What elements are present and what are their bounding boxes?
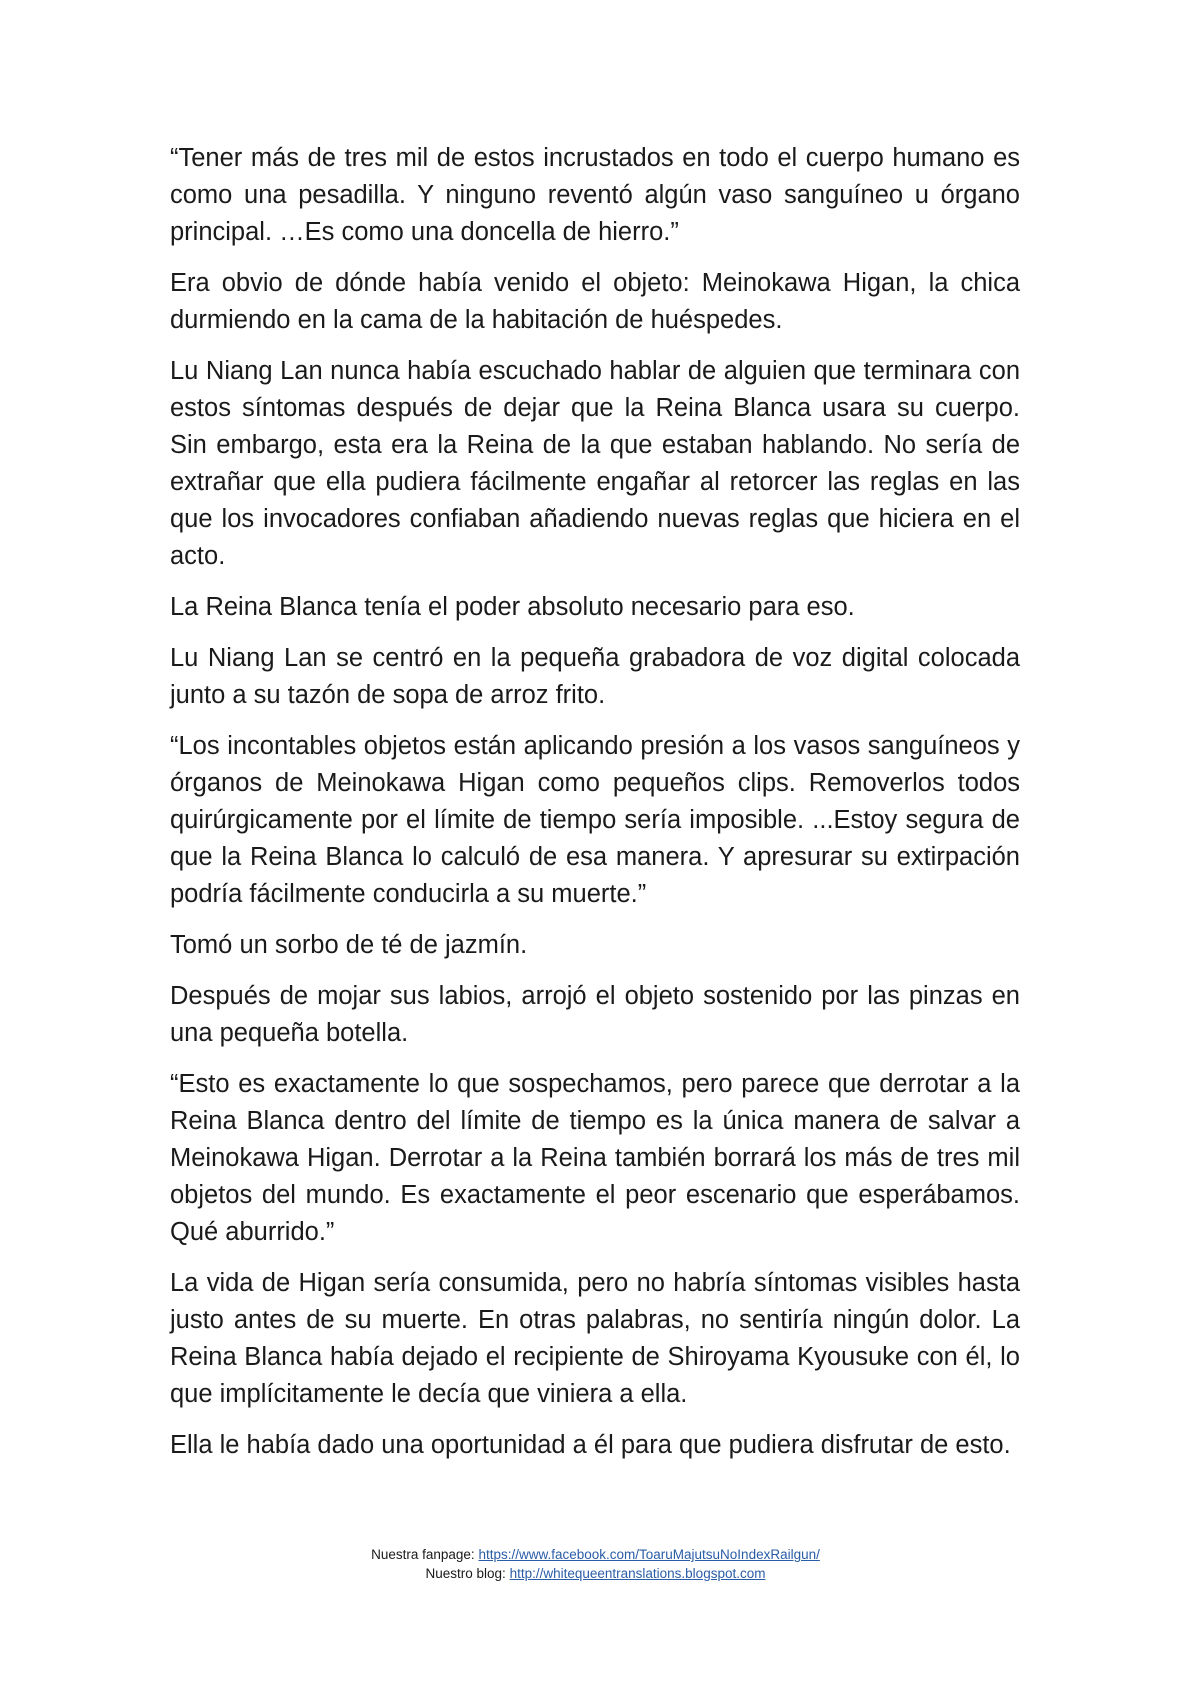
paragraph-9: “Esto es exactamente lo que sospechamos, pero parece que derrotar a la Reina Blanca dentro del límite de tiempo es la única manera de salvar a Meinokawa Higan. Derrotar a la Reina también borrará los más de tres mil objetos del mundo. Es exactamente el peor escenario que esperábamos. Qué aburrido.”	[170, 1070, 1020, 1246]
paragraph-6: “Los incontables objetos están aplicando presión a los vasos sanguíneos y órganos de Meinokawa Higan como pequeños clips. Removerlos todos quirúrgicamente por el límite de tiempo sería imposible. ...Estoy segura de que la Reina Blanca lo calculó de esa manera. Y apresurar su extirpación podría fácilmente conducirla a su muerte.”	[170, 732, 1020, 908]
footer-fanpage-link[interactable]: https://www.facebook.com/ToaruMajutsuNoIndexRailgun/	[478, 1547, 820, 1562]
paragraph-4: La Reina Blanca tenía el poder absoluto necesario para eso.	[170, 593, 855, 621]
paragraph-7: Tomó un sorbo de té de jazmín.	[170, 931, 528, 959]
paragraph-11: Ella le había dado una oportunidad a él para que pudiera disfrutar de esto.	[170, 1431, 1011, 1459]
paragraph-5: Lu Niang Lan se centró en la pequeña grabadora de voz digital colocada junto a su tazón de sopa de arroz frito.	[170, 644, 1020, 709]
paragraph-10: La vida de Higan sería consumida, pero no habría síntomas visibles hasta justo antes de su muerte. En otras palabras, no sentiría ningún dolor. La Reina Blanca había dejado el recipiente de Shiroyama Kyousuke con él, lo que implícitamente le decía que viniera a ella.	[170, 1269, 1020, 1408]
paragraph-1: “Tener más de tres mil de estos incrustados en todo el cuerpo humano es como una pesadilla. Y ninguno reventó algún vaso sanguíneo u órgano principal. …Es como una doncella de hierro.”	[170, 144, 1020, 246]
footer-fanpage-label: Nuestra fanpage:	[371, 1547, 479, 1562]
paragraph-8: Después de mojar sus labios, arrojó el objeto sostenido por las pinzas en una pequeña botella.	[170, 982, 1020, 1047]
page-footer	[0, 1545, 1191, 1583]
footer-blog-label: Nuestro blog:	[425, 1566, 510, 1581]
footer-blog-link[interactable]: http://whitequeentranslations.blogspot.com	[509, 1566, 766, 1581]
footer-blog-line	[0, 1564, 1191, 1583]
document-body	[170, 140, 1020, 1478]
paragraph-2: Era obvio de dónde había venido el objeto: Meinokawa Higan, la chica durmiendo en la cama de la habitación de huéspedes.	[170, 269, 1020, 334]
footer-fanpage-line	[0, 1545, 1191, 1564]
paragraph-3: Lu Niang Lan nunca había escuchado hablar de alguien que terminara con estos síntomas después de dejar que la Reina Blanca usara su cuerpo. Sin embargo, esta era la Reina de la que estaban hablando. No sería de extrañar que ella pudiera fácilmente engañar al retorcer las reglas en las que los invocadores confiaban añadiendo nuevas reglas que hiciera en el acto.	[170, 357, 1020, 570]
